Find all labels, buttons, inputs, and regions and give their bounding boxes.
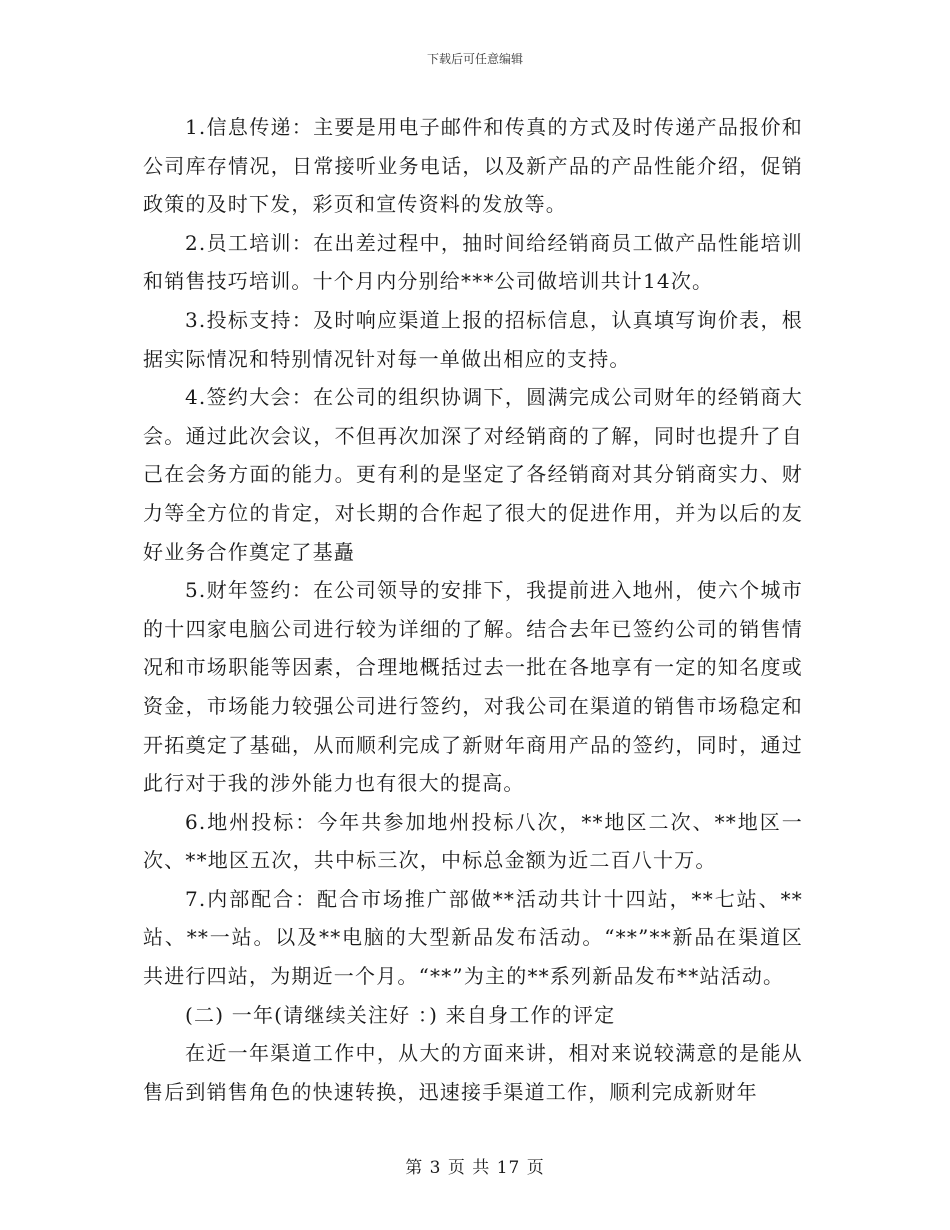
section-heading-self-evaluation: (二) 一年(请继续关注好 ：) 来自身工作的评定 <box>185 1002 616 1027</box>
header-note: 下载后可任意编辑 <box>426 52 523 66</box>
paragraph-staff-training: 2.员工培训：在出差过程中，抽时间给经销商员工做产品性能培训和销售技巧培训。十个月内分别给***公司做培训共计14次。 <box>143 230 803 294</box>
page-label-prefix: 第 <box>405 1158 424 1178</box>
paragraph-fiscal-signing: 5.财年签约：在公司领导的安排下，我提前进入地州，使六个城市的十四家电脑公司进行较为详细的了解。结合去年已签约公司的销售情况和市场职能等因素，合理地概括过去一批在各地享有一定的知名度或资金，市场能力较强公司进行签约，对我公司在渠道的销售市场稳定和开拓奠定了基础，从而顺利完成了新财年商用产品的签约，同时，通过此行对于我的涉外能力也有很大的提高。 <box>143 578 803 796</box>
paragraph-bid-support: 3.投标支持：及时响应渠道上报的招标信息，认真填写询价表，根据实际情况和特别情况针对每一单做出相应的支持。 <box>143 307 803 371</box>
paragraph-signing-conference: 4.签约大会：在公司的组织协调下，圆满完成公司财年的经销商大会。通过此次会议，不但再次加深了对经销商的了解，同时也提升了自己在会务方面的能力。更有利的是坚定了各经销商对其分销商实力、财力等全方位的肯定，对长期的合作起了很大的促进作用，并为以后的友好业务合作奠定了基矗 <box>143 385 803 564</box>
page-label-suffix: 页 <box>526 1158 545 1178</box>
paragraph-self-evaluation: 在近一年渠道工作中，从大的方面来讲，相对来说较满意的是能从售后到销售角色的快速转换，迅速接手渠道工作，顺利完成新财年 <box>143 1041 803 1104</box>
paragraph-regional-bidding: 6.地州投标：今年共参加地州投标八次，**地区二次、**地区一次、**地区五次，共中标三次，中标总金额为近二百八十万。 <box>143 809 803 873</box>
current-page-number: 3 <box>429 1158 442 1178</box>
paragraph-internal-cooperation: 7.内部配合：配合市场推广部做**活动共计十四站，**七站、**站、**一站。以及**电脑的大型新品发布活动。“**”**新品在渠道区共进行四站，为期近一个月。“**”为主的**系列新品发布**站活动。 <box>143 886 803 989</box>
document-body <box>143 108 803 1111</box>
total-page-count: 17 <box>496 1158 521 1178</box>
page-label-mid: 页 共 <box>447 1158 491 1178</box>
paragraph-info-transfer: 1.信息传递：主要是用电子邮件和传真的方式及时传递产品报价和公司库存情况，日常接听业务电话，以及新产品的产品性能介绍，促销政策的及时下发，彩页和宣传资料的发放等。 <box>143 115 803 217</box>
page-number-footer <box>0 1153 950 1178</box>
